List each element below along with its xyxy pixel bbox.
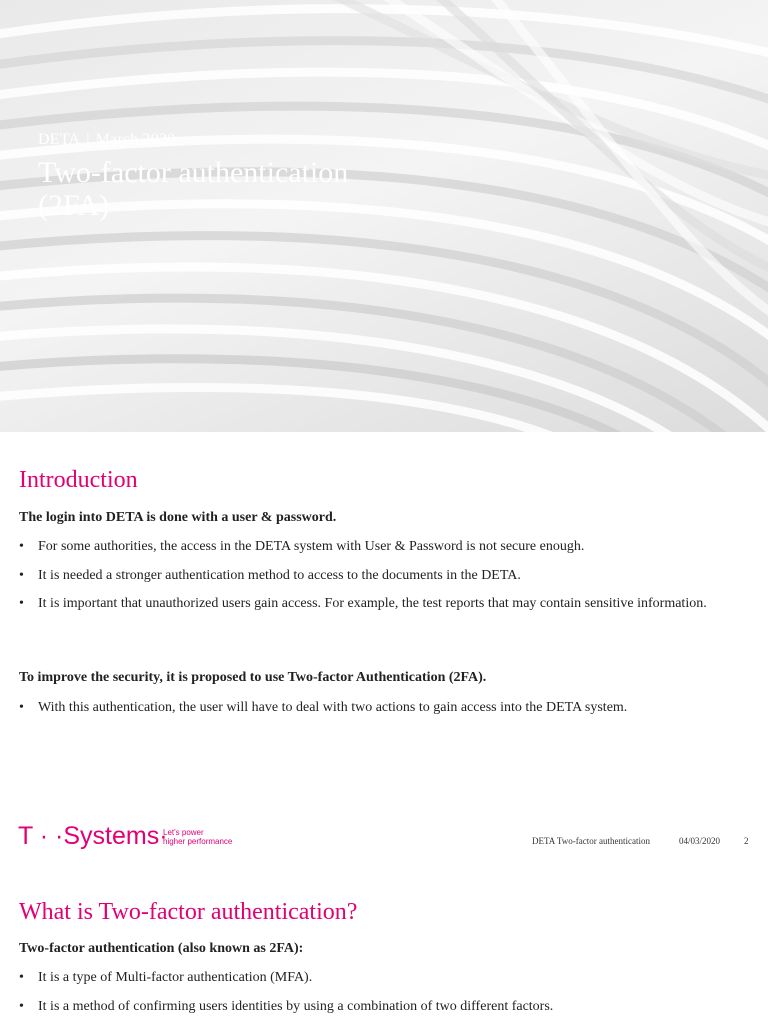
tsystems-logo: T · ·Systems· — [18, 822, 168, 850]
intro-heading: Introduction — [19, 467, 138, 493]
list-item — [19, 538, 719, 556]
what-heading: What is Two-factor authentication? — [19, 899, 358, 925]
bullet-glyph: • — [19, 568, 24, 583]
intro-lead-2fa: To improve the security, it is proposed to use Two-factor Authentication (2FA). — [19, 670, 487, 685]
bullet-glyph: • — [19, 539, 24, 554]
what-lead: Two-factor authentication (also known as 2FA): — [19, 941, 304, 956]
bullet-glyph: • — [19, 999, 24, 1014]
list-item-text: It is a type of Multi-factor authentication (MFA). — [38, 970, 313, 985]
list-item-text: For some authorities, the access in the DETA system with User & Password is not secure enough. — [38, 539, 585, 554]
footer-date: 04/03/2020 — [679, 836, 721, 846]
intro-lead: The login into DETA is done with a user & password. — [19, 510, 337, 525]
list-item — [19, 567, 719, 585]
list-item-text: With this authentication, the user will have to deal with two actions to gain access into the DETA system. — [38, 700, 628, 715]
list-item — [19, 595, 709, 613]
cover-date: March 2020 — [95, 131, 176, 148]
tagline-line1: Let's power — [163, 828, 204, 837]
list-item — [19, 998, 719, 1016]
footer-doc-title: DETA Two-factor authentication — [532, 836, 650, 846]
list-item — [19, 699, 719, 717]
bullet-glyph: • — [19, 970, 24, 985]
list-item-text: It is important that unauthorized users gain access. For example, the test reports that may contain sensitive information. — [38, 596, 707, 611]
cover-separator: | — [86, 131, 90, 148]
cover-meta — [38, 131, 175, 149]
logo-tagline — [163, 828, 232, 846]
list-item — [19, 969, 719, 987]
cover-org: DETA — [38, 131, 81, 148]
cover-title-line1: Two-factor authentication — [38, 156, 349, 189]
tagline-line2: higher performance — [163, 837, 233, 846]
cover-image — [0, 0, 768, 432]
bullet-glyph: • — [19, 596, 24, 611]
bullet-glyph: • — [19, 700, 24, 715]
cover-title — [38, 156, 458, 222]
cover-title-line2: (2FA) — [38, 189, 110, 222]
slide-footer — [0, 816, 768, 856]
page-number: 2 — [744, 836, 749, 846]
list-item-text: It is a method of confirming users identities by using a combination of two different factors. — [38, 999, 554, 1014]
list-item-text: It is needed a stronger authentication method to access to the documents in the DETA. — [38, 568, 521, 583]
